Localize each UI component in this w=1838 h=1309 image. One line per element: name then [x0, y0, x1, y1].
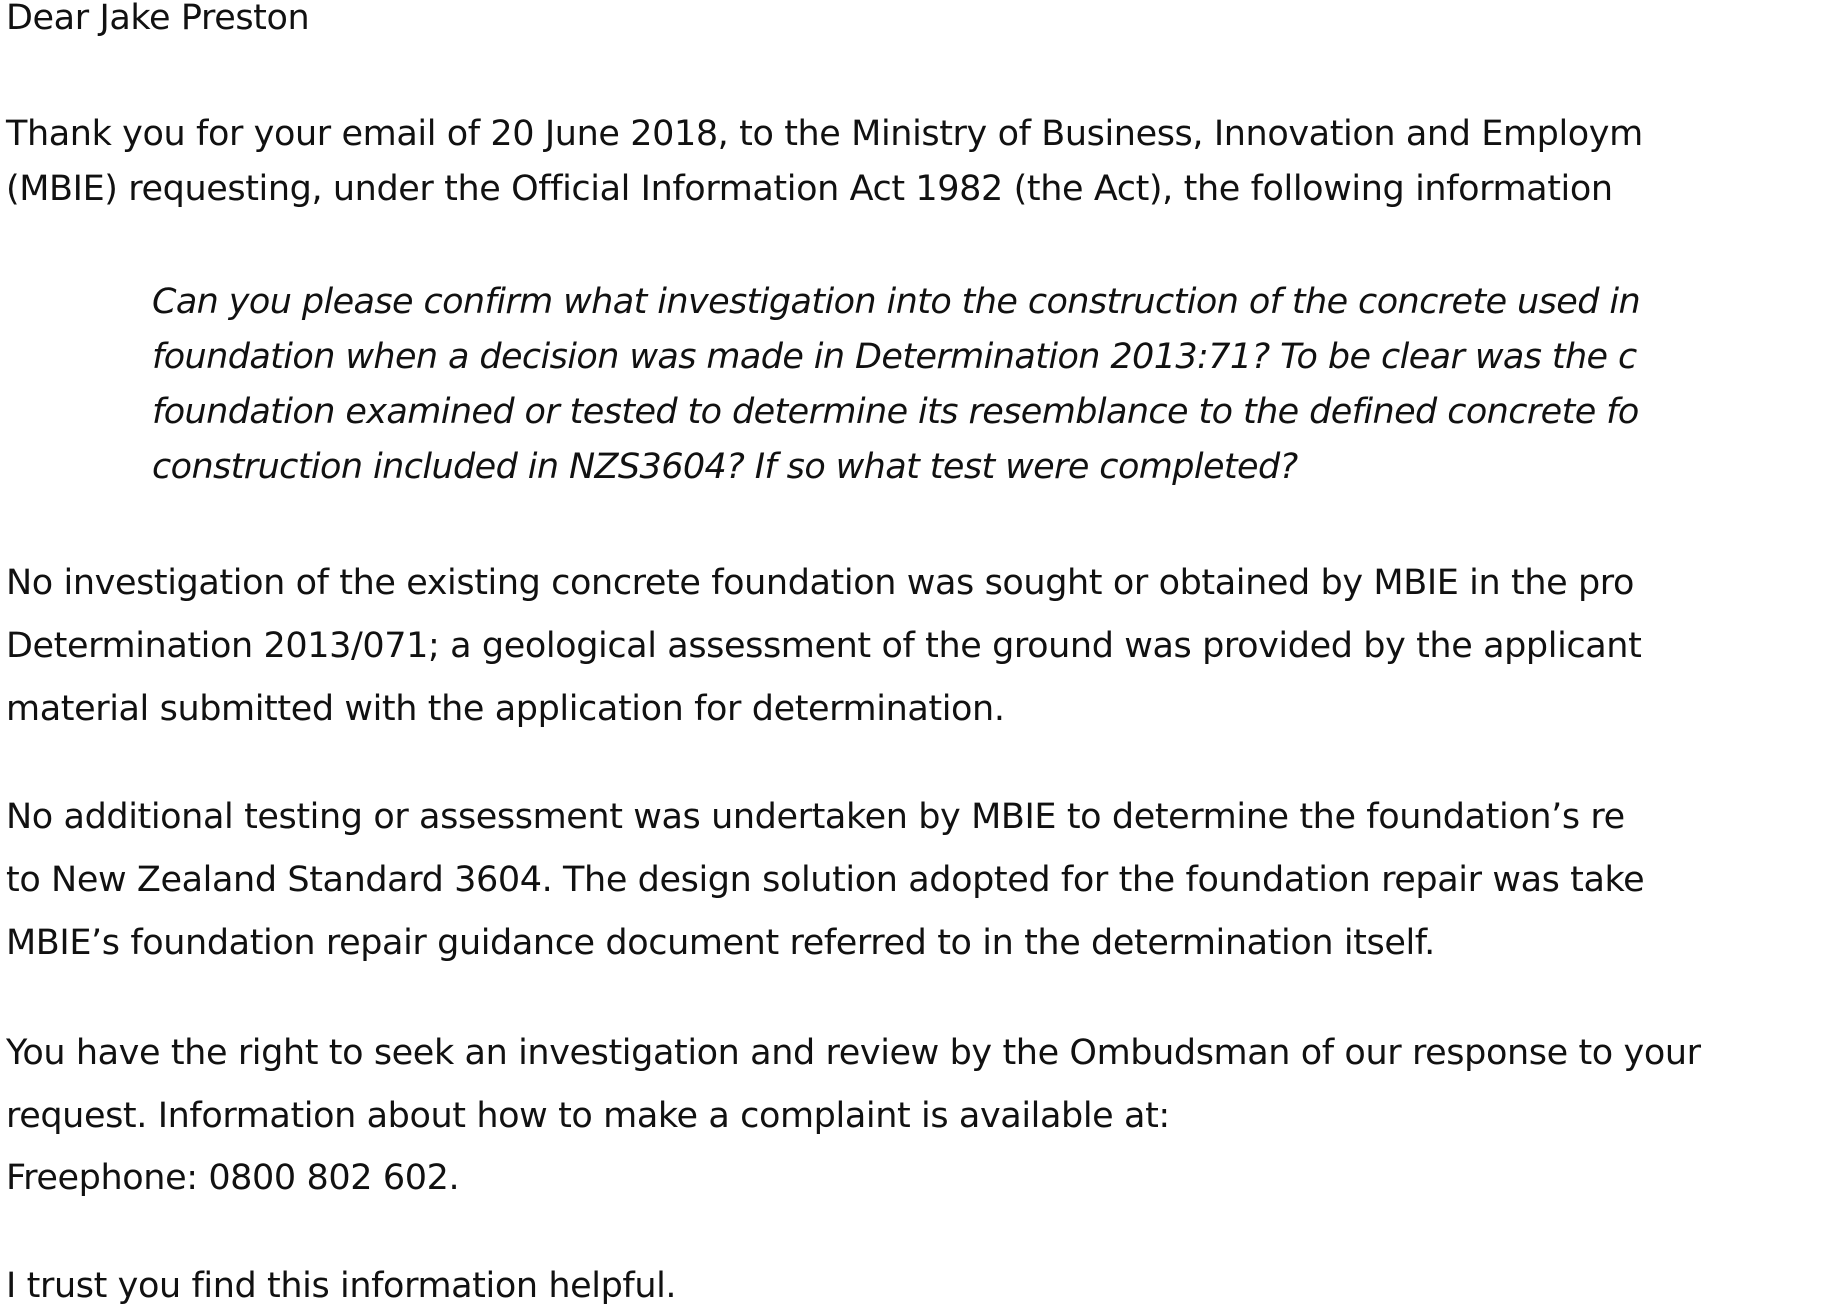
- quote-line-2: foundation when a decision was made in Determination 2013:71? To be clear was the c: [152, 337, 1637, 377]
- para3-line-2: request. Information about how to make a complaint is available at:: [6, 1096, 1170, 1136]
- quote-line-3: foundation examined or tested to determine its resemblance to the defined concrete fo: [152, 392, 1639, 432]
- quote-line-1: Can you please confirm what investigation into the construction of the concrete used in: [152, 282, 1641, 322]
- para1-line-2: Determination 2013/071; a geological assessment of the ground was provided by the applicant: [6, 626, 1642, 666]
- para3-line-3: Freephone: 0800 802 602.: [6, 1158, 460, 1198]
- para2-line-1: No additional testing or assessment was undertaken by MBIE to determine the foundation’s re: [6, 797, 1625, 837]
- salutation: Dear Jake Preston: [6, 0, 310, 38]
- para3-line-1: You have the right to seek an investigation and review by the Ombudsman of our response to your: [6, 1033, 1701, 1073]
- para1-line-1: No investigation of the existing concrete foundation was sought or obtained by MBIE in the pro: [6, 563, 1635, 603]
- intro-line-2: (MBIE) requesting, under the Official Information Act 1982 (the Act), the following information: [6, 169, 1613, 209]
- para1-line-3: material submitted with the application for determination.: [6, 689, 1005, 729]
- para2-line-3: MBIE’s foundation repair guidance document referred to in the determination itself.: [6, 923, 1435, 963]
- para2-line-2: to New Zealand Standard 3604. The design solution adopted for the foundation repair was take: [6, 860, 1645, 900]
- closing-line: I trust you find this information helpful.: [6, 1266, 677, 1306]
- intro-line-1: Thank you for your email of 20 June 2018, to the Ministry of Business, Innovation and Employm: [6, 114, 1643, 154]
- quote-line-4: construction included in NZS3604? If so what test were completed?: [152, 447, 1298, 487]
